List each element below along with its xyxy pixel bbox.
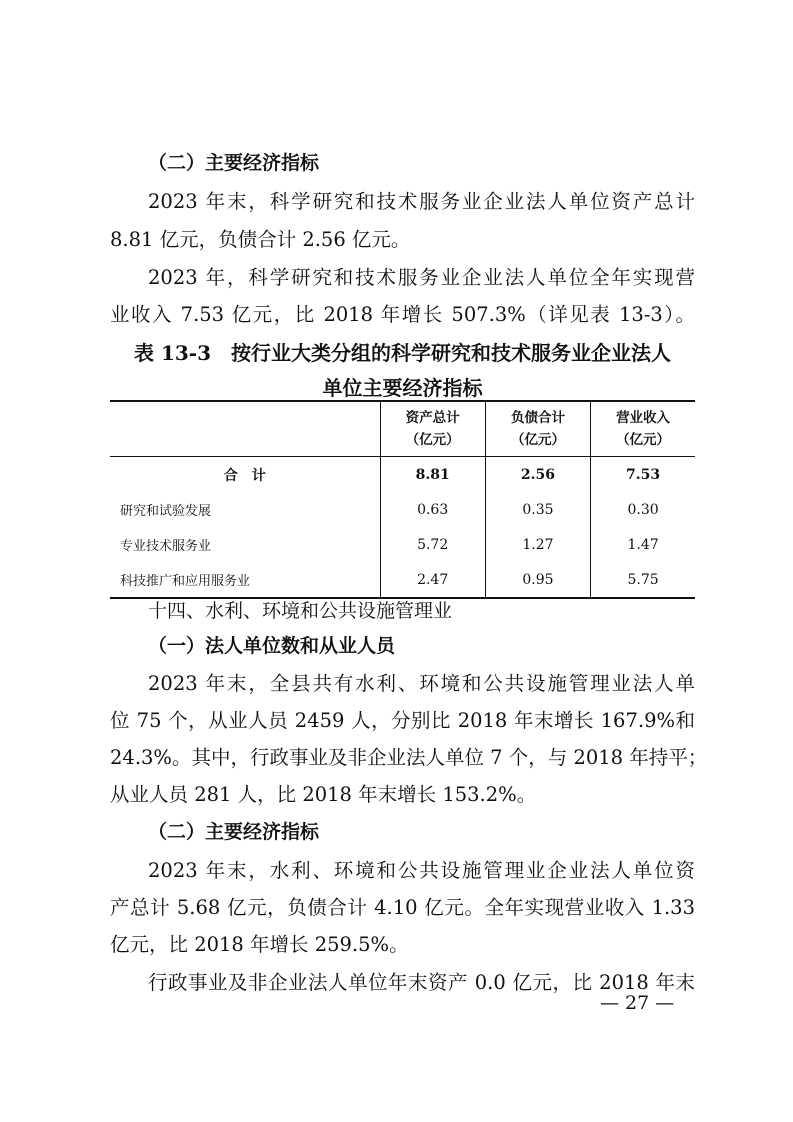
paragraph-line: 2023 年，科学研究和技术服务业企业法人单位全年实现营	[148, 266, 695, 289]
economic-indicators-table	[110, 400, 695, 599]
paragraph-line: 24.3%。其中，行政事业及非企业法人单位 7 个，与 2018 年持平；	[110, 746, 708, 769]
table-row-total: 合 计 8.81 2.56 7.53	[110, 457, 695, 493]
table-caption: 单位主要经济指标	[322, 376, 483, 400]
paragraph-line: 2023 年末，全县共有水利、环境和公共设施管理业法人单	[148, 672, 695, 695]
page-number: — 27 —	[600, 992, 675, 1014]
table-row: 研究和试验发展 0.63 0.35 0.30	[110, 492, 695, 527]
table-row: 专业技术服务业 5.72 1.27 1.47	[110, 527, 695, 562]
paragraph-line: 8.81 亿元，负债合计 2.56 亿元。	[110, 228, 411, 251]
paragraph-line: 业收入 7.53 亿元，比 2018 年增长 507.3%（详见表 13-3）。	[110, 303, 695, 326]
paragraph-line: 产总计 5.68 亿元，负债合计 4.10 亿元。全年实现营业收入 1.33	[110, 896, 695, 919]
section-heading: （二）主要经济指标	[148, 821, 320, 843]
paragraph-line: 亿元，比 2018 年增长 259.5%。	[110, 933, 409, 956]
paragraph-line: 位 75 个，从业人员 2459 人，分别比 2018 年末增长 167.9%和	[110, 709, 695, 732]
chapter-title: 十四、水利、环境和公共设施管理业	[148, 600, 453, 622]
section-heading: （一）法人单位数和从业人员	[148, 635, 396, 657]
table-caption: 表 13-3 按行业大类分组的科学研究和技术服务业企业法人	[133, 341, 671, 365]
column-header: 资产总计 （亿元）	[380, 401, 485, 457]
column-header: 负债合计 （亿元）	[485, 401, 590, 457]
table-header-row	[110, 401, 695, 457]
table-row: 科技推广和应用服务业 2.47 0.95 5.75	[110, 562, 695, 598]
paragraph-line: 2023 年末，水利、环境和公共设施管理业企业法人单位资	[148, 859, 695, 882]
paragraph-line: 从业人员 281 人，比 2018 年末增长 153.2%。	[110, 783, 537, 806]
section-heading: （二）主要经济指标	[148, 152, 320, 174]
paragraph-line: 行政事业及非企业法人单位年末资产 0.0 亿元，比 2018 年末	[148, 971, 695, 994]
paragraph-line: 2023 年末，科学研究和技术服务业企业法人单位资产总计	[148, 190, 695, 213]
column-header: 营业收入 （亿元）	[591, 401, 695, 457]
